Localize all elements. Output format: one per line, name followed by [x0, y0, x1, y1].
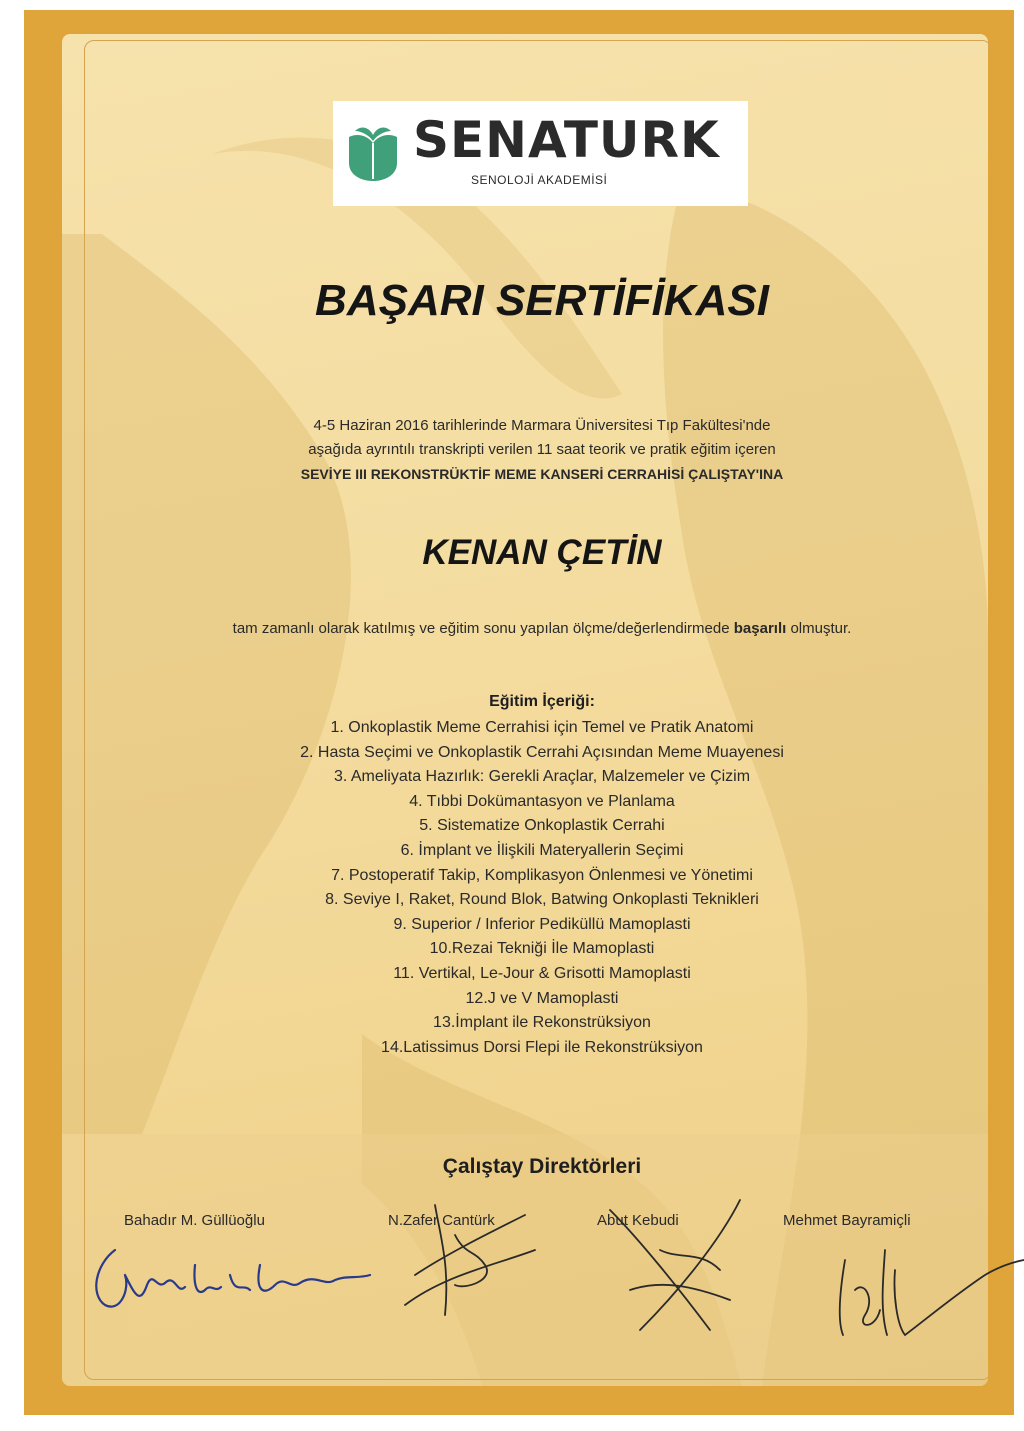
- senaturk-logo: [333, 101, 748, 206]
- logo-brand-text: SENATURK: [413, 111, 720, 169]
- curriculum-item: 10.Rezai Tekniği İle Mamoplasti: [429, 940, 655, 958]
- director-name-3: Abut Kebudi: [597, 1212, 679, 1229]
- certificate-intro: [62, 414, 1022, 486]
- signature-3: [600, 1190, 760, 1340]
- director-name-1: Bahadır M. Güllüoğlu: [124, 1212, 265, 1229]
- curriculum-item: 3. Ameliyata Hazırlık: Gerekli Araçlar, Malzemeler ve Çizim: [333, 768, 751, 786]
- curriculum-item: 12.J ve V Mamoplasti: [465, 989, 619, 1007]
- curriculum-item: 4. Tıbbi Dokümantasyon ve Planlama: [409, 792, 675, 810]
- certificate-title: BAŞARI SERTİFİKASI: [315, 276, 769, 325]
- intro-line-2: aşağıda ayrıntılı transkripti verilen 11 saat teorik ve pratik eğitim içeren: [308, 441, 776, 458]
- curriculum-list: [62, 716, 1022, 1060]
- intro-line-3: SEVİYE III REKONSTRÜKTİF MEME KANSERİ CERRAHİSİ ÇALIŞTAY'INA: [300, 466, 784, 482]
- signature-4: [825, 1240, 1024, 1350]
- directors-title: Çalıştay Direktörleri: [442, 1155, 642, 1178]
- statement-bold-word: başarılı: [733, 620, 787, 637]
- curriculum-item: 8. Seviye I, Raket, Round Blok, Batwing Onkoplasti Teknikleri: [325, 891, 759, 909]
- curriculum-item: 9. Superior / Inferior Pediküllü Mamoplasti: [393, 915, 691, 933]
- recipient-name: KENAN ÇETİN: [422, 533, 662, 572]
- curriculum-item: 14.Latissimus Dorsi Flepi ile Rekonstrüksiyon: [381, 1038, 703, 1056]
- curriculum-item: 1. Onkoplastik Meme Cerrahisi için Temel ve Pratik Anatomi: [330, 719, 754, 736]
- curriculum-item: 5. Sistematize Onkoplastik Cerrahi: [419, 817, 665, 835]
- curriculum-item: 2. Hasta Seçimi ve Onkoplastik Cerrahi Açısından Meme Muayenesi: [300, 743, 784, 761]
- logo-subtitle: SENOLOJİ AKADEMİSİ: [471, 173, 608, 187]
- statement-text-before: tam zamanlı olarak katılmış ve eğitim sonu yapılan ölçme/değerlendirmede: [232, 620, 734, 637]
- intro-line-1: 4-5 Haziran 2016 tarihlerinde Marmara Üniversitesi Tıp Fakültesi'nde: [313, 417, 771, 434]
- curriculum-item: 6. İmplant ve İlişkili Materyallerin Seçimi: [400, 841, 684, 859]
- curriculum-item: 7. Postoperatif Takip, Komplikasyon Önlenmesi ve Yönetimi: [331, 866, 753, 884]
- curriculum-title: Eğitim İçeriği:: [489, 693, 595, 710]
- signature-1: [85, 1235, 375, 1320]
- book-leaf-icon: [345, 123, 401, 183]
- curriculum-item: 11. Vertikal, Le-Jour & Grisotti Mamoplasti: [393, 964, 691, 982]
- director-name-4: Mehmet Bayramiçli: [783, 1212, 911, 1229]
- statement-text-after: olmuştur.: [786, 620, 852, 637]
- achievement-statement: [62, 620, 1022, 637]
- signature-2: [395, 1195, 545, 1325]
- curriculum-item: 13.İmplant ile Rekonstrüksiyon: [433, 1014, 651, 1032]
- director-name-2: N.Zafer Cantürk: [388, 1212, 495, 1229]
